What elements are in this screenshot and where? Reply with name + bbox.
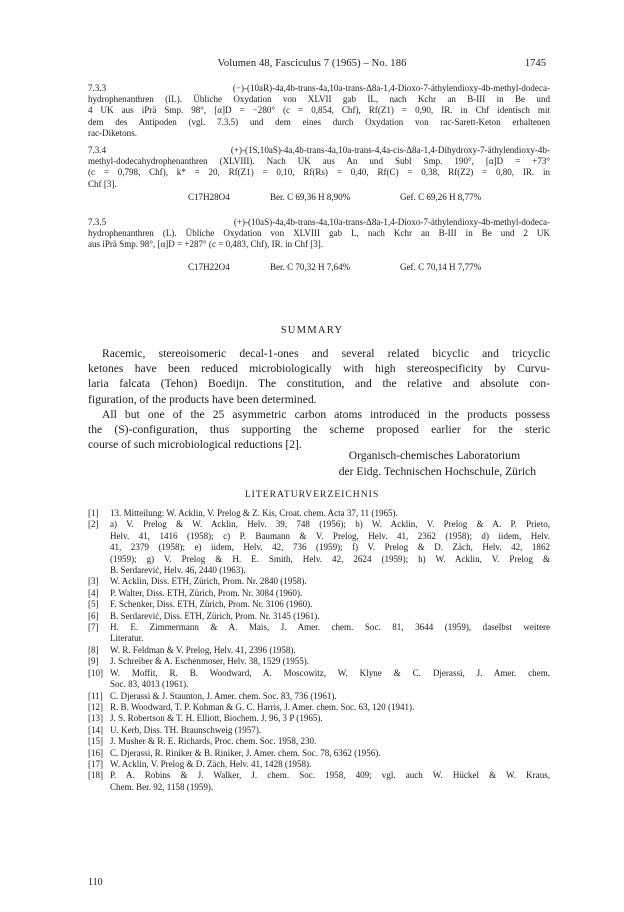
text-line: 7.3.4 (+)-(1S,10aS)-4a,4b-trans-4a,10a-trans-4,4a-cis-Δ8a-1,4-Dihydroxy-7-äthylendioxy-4b- [88, 145, 550, 155]
text-line: rac-Diketons. [88, 127, 137, 138]
summary-line: the (S)-configuration, thus supporting the scheme proposed earlier for the steric [88, 423, 550, 437]
reference-text: 13. Mitteilung: W. Acklin, V. Prelog & Z. Kis, Croat. chem. Acta 37, 11 (1965). [110, 508, 398, 518]
text-line: methyl-dodecahydrophenanthren (XLVIII). Nach UK aus An und Subl Smp. 190°, [α]D = +73° [88, 156, 550, 167]
reference-number: [16] [88, 747, 104, 758]
text-line: 7.3.5 (+)-(10aS)-4a,4b-trans-4a,10a-trans-Δ8a-1,4-Dioxo-7-äthylendioxy-4b-methyl-dodeca- [88, 217, 550, 227]
reference-text: Soc. 83, 4013 (1961). [110, 679, 189, 690]
reference-text: J. S. Robertson & T. H. Elliott, Biochem. J. 96, 3 P (1965). [110, 713, 323, 724]
reference-item [88, 702, 550, 713]
reference-text: C. Djerassi, R. Riniker & B. Riniker, J. Amer. chem. Soc. 78, 6362 (1956). [110, 747, 381, 758]
footer-page-number: 110 [88, 877, 103, 888]
reference-number: [11] [88, 690, 103, 701]
reference-text: Chem. Ber. 92, 1158 (1959). [110, 781, 214, 792]
reference-number: [9] [88, 656, 99, 667]
text-line: aus iPrä Smp. 98°, [α]D = +287° (c = 0,483, Chf), IR. in Chf [3]. [88, 239, 324, 250]
page-number: 1745 [524, 58, 546, 69]
journal-volume-line: Volumen 48, Fasciculus 7 (1965) – No. 186 [217, 58, 407, 69]
summary-line: All but one of the 25 asymmetric carbon atoms introduced in the products possess [102, 408, 550, 421]
reference-text: F. Schenker, Diss. ETH, Zürich, Prom. Nr. 3106 (1960). [110, 599, 313, 610]
reference-number: [10] [88, 667, 104, 678]
reference-text: H. E. Zimmermann & A. Mais, J. Amer. chem. Soc. 81, 3644 (1959), daselbst weitere [110, 622, 550, 633]
text-line: dem des Antipoden (vgl. 7.3.5) und dem eines durch Oxydation von rac-Sarett-Keton erhaltenen [88, 116, 550, 127]
section-7-3-3 [88, 83, 550, 139]
reference-number: [17] [88, 758, 104, 769]
summary-line: ketones have been reduced microbiologically with high stereospecificity by Curvu- [88, 362, 550, 376]
section-7-3-4 [88, 145, 550, 190]
section-7-3-5 [88, 217, 550, 251]
summary-heading: SUMMARY [280, 325, 344, 336]
reference-text: P. Walter, Diss. ETH, Zürich, Prom. Nr. 3084 (1960). [110, 587, 303, 598]
reference-item [88, 599, 550, 610]
reference-text: (1959); g) V. Prelog & H. E. Smith, Helv. 42, 2624 (1959); h) W. Acklin, V. Prelog & [110, 553, 550, 564]
affiliation [339, 448, 536, 480]
reference-number: [5] [88, 599, 99, 610]
molecular-formula: C17H28O4 [188, 192, 230, 202]
reference-text: a) V. Prelog & W. Acklin, Helv. 39, 748 (1956); b) W. Acklin, V. Prelog & A. P. Prieto, [110, 519, 550, 530]
reference-item [88, 668, 550, 691]
summary-paragraph-2 [88, 407, 550, 453]
reference-number: [18] [88, 770, 104, 781]
reference-text: B. Serdarević, Diss. ETH, Zürich, Prom. Nr. 3145 (1961). [110, 610, 320, 621]
reference-item [88, 725, 550, 736]
reference-text: U. Kerb, Diss. TH. Braunschweig (1957). [110, 724, 262, 735]
reference-text: W. Acklin, V. Prelog & D. Zäch, Helv. 41, 1428 (1958). [110, 758, 312, 769]
found-values: Gef. C 70,14 H 7,77% [400, 262, 482, 272]
text-line: 7.3.3 (−)-(10aR)-4a,4b-trans-4a,10a-trans-Δ8a-1,4-Dioxo-7-äthylendioxy-4b-methyl-dodeca- [88, 83, 550, 93]
reference-item [88, 656, 550, 667]
reference-number: [14] [88, 724, 104, 735]
reference-number: [13] [88, 713, 104, 724]
molecular-formula: C17H22O4 [188, 262, 230, 272]
summary-line: Racemic, stereoisomeric decal-1-ones and several related bicyclic and tricyclic [102, 347, 550, 360]
summary-paragraph-1 [88, 346, 550, 407]
reference-number: [6] [88, 610, 99, 621]
found-values: Gef. C 69,26 H 8,77% [400, 192, 482, 202]
reference-number: [7] [88, 622, 99, 633]
reference-item [88, 611, 550, 622]
reference-text: 41, 2379 (1958); e) iidem, Helv. 42, 736 (1959); f) V. Prelog & D. Zäch, Helv. 42, 1862 [110, 542, 550, 553]
reference-item [88, 622, 550, 645]
reference-text: B. Serdarević, Helv. 46, 2440 (1963). [110, 565, 246, 576]
reference-number: [12] [88, 701, 104, 712]
reference-item [88, 759, 550, 770]
reference-list [88, 508, 550, 793]
reference-item [88, 770, 550, 793]
reference-item [88, 736, 550, 747]
calculated-values: Ber. C 69,36 H 8,90% [270, 192, 351, 202]
reference-item [88, 519, 550, 576]
reference-number: [8] [88, 644, 99, 655]
text-line: (c = 0,798, Chf), k* = 20, Rf(Z1) = 0,10, Rf(Rs) = 0,40, Rf(C) = 0,38, Rf(Z2) = 0,80, IR. in [88, 167, 550, 178]
reference-item [88, 691, 550, 702]
reference-item [88, 748, 550, 759]
running-header [0, 58, 624, 72]
reference-text: W. Moffit, R. B. Woodward, A. Moscowitz, W. Klyne & C. Djerassi, J. Amer. chem. [110, 667, 550, 678]
reference-number: [2] [88, 519, 99, 530]
reference-text: W. Acklin, Diss. ETH, Zürich, Prom. Nr. 2840 (1958). [110, 576, 307, 587]
reference-text: P. A. Robins & J. Walker, J. chem. Soc. 1958, 409; vgl. auch W. Hückel & W. Kraus, [110, 770, 550, 781]
text-line: 4 UK aus iPrä Smp. 98°, [α]D = −280° (c = 0,854, Chf), Rf(Z1) = 0,90, IR. in Chf identisch mit [88, 105, 550, 116]
reference-number: [3] [88, 576, 99, 587]
reference-text: Literatur. [110, 633, 144, 644]
reference-item [88, 713, 550, 724]
literature-heading: LITERATURVERZEICHNIS [244, 489, 380, 500]
reference-number: [15] [88, 736, 104, 747]
summary-line: figuration, of the products have been determined. [88, 392, 317, 406]
reference-number: [4] [88, 587, 99, 598]
reference-text: J. Musher & R. E. Richards, Proc. chem. Soc. 1958, 230. [110, 736, 317, 747]
calculated-values: Ber. C 70,32 H 7,64% [270, 262, 351, 272]
summary-line: course of such microbiological reductions [2]. [88, 438, 302, 452]
text-line: hydrophenanthren (L). Übliche Oxydation von XLVIII gab L, nach Kchr an B-III in Be und 2 UK [88, 228, 550, 239]
text-line: Chf [3]. [88, 178, 117, 189]
summary-line: laria falcata (Tehon) Boedijn. The constitution, and the relative and absolute con- [88, 377, 550, 391]
reference-item [88, 645, 550, 656]
reference-text: W. R. Feldman & V. Prelog, Helv. 41, 2396 (1958). [110, 644, 296, 655]
reference-text: J. Schreiber & A. Eschenmoser, Helv. 38, 1529 (1955). [110, 656, 310, 667]
reference-item [88, 576, 550, 587]
reference-text: R. B. Woodward, T. P. Kohman & G. C. Harris, J. Amer. chem. Soc. 63, 120 (1941). [110, 701, 415, 712]
reference-item [88, 588, 550, 599]
text-line: hydrophenanthren (IL). Übliche Oxydation von XLVII gab IL, nach Kchr an B-III in Be und [88, 94, 550, 105]
reference-number: [1] [88, 508, 99, 518]
reference-item [88, 508, 550, 519]
reference-text: C. Djerassi & J. Staunton, J. Amer. chem. Soc. 83, 736 (1961). [110, 690, 337, 701]
affiliation-line-2: der Eidg. Technischen Hochschule, Zürich [338, 465, 536, 478]
reference-text: Helv. 41, 1416 (1958); c) P. Baumann & V. Prelog, Helv. 41, 2362 (1958); d) iidem, Helv. [110, 530, 550, 541]
affiliation-line-1: Organisch-chemisches Laboratorium [348, 449, 521, 462]
